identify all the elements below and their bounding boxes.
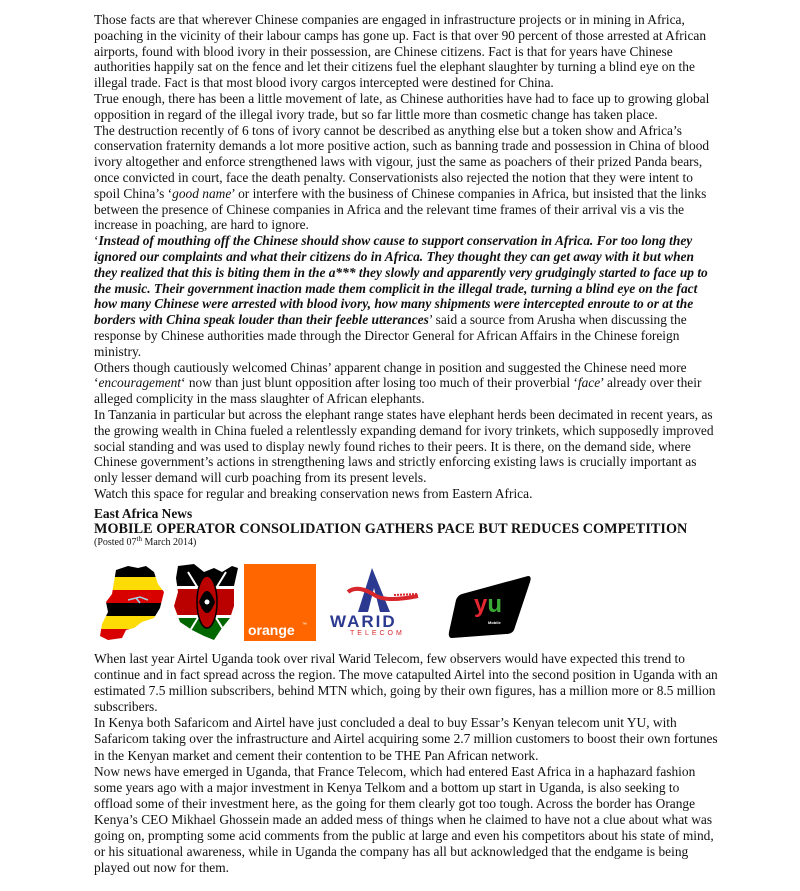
warid-subtext: TELECOM bbox=[350, 630, 405, 637]
paragraph: Those facts are that wherever Chinese companies are engaged in infrastructure projects or in mining in Africa, poaching in the vicinity of their labour camps has gone up. Fact is that over 90 percent of those arrested at African airports, found with blood ivory in their possession, are Chinese citizens. Fact is that for years have Chinese authorities happily sat on the fence and let their citizens fuel the elephant slaughter by turning a blind eye on the illegal trade. Fact is that most blood ivory cargos intercepted were destined for China. bbox=[94, 12, 707, 91]
warid-telecom-logo bbox=[328, 566, 428, 642]
kenya-flag-map-image bbox=[174, 562, 240, 642]
emphasis: encouragement bbox=[98, 375, 182, 391]
posted-prefix: (Posted 07 bbox=[94, 537, 137, 548]
text: Others though cautiously welcomed Chinas’ apparent change in position and suggested the Chinese need more ‘ bbox=[94, 359, 687, 391]
text: ‘ now than just blunt opposition after losing too much of their proverbial ‘ bbox=[181, 375, 578, 391]
orange-logo-tm: ™ bbox=[302, 622, 307, 628]
text: ‘ bbox=[94, 233, 99, 249]
orange-logo-text: orange bbox=[248, 622, 295, 638]
paragraph: Now news have emerged in Uganda, that France Telecom, which had entered East Africa in a haphazard fashion some years ago with a major investment in Kenya Telkom and a bottom up start in Uganda, is also seeking to offload some of their investment here, as the going for them clearly got too tough. Across the border has Orange Kenya’s CEO Mikhael Ghossein made an added mess of things when he claimed to have not a clue about what was going on, prompting some acid comments from the public at large and even his competitors about his state of mind, or his situational awareness, while in Uganda the company has all but acknowledged that the endgame is being played out now for them. bbox=[94, 763, 714, 876]
emphasis: face bbox=[577, 375, 601, 391]
section-label: East Africa News bbox=[94, 506, 193, 521]
headline: MOBILE OPERATOR CONSOLIDATION GATHERS PACE BUT REDUCES COMPETITION bbox=[94, 521, 688, 537]
yu-subtext: Mobile bbox=[488, 620, 501, 625]
quote-paragraph bbox=[94, 233, 719, 359]
orange-logo bbox=[244, 564, 316, 641]
posted-sup: th bbox=[136, 535, 142, 543]
paragraph: In Kenya both Safaricom and Airtel have just concluded a deal to buy Essar’s Kenyan telecom unit YU, with Safaricom taking over the infrastructure and Airtel acquiring some 2.7 million customers to boost their own fortunes in the Kenyan market and cement their contention to be THE Pan African network. bbox=[94, 715, 718, 763]
yu-text-y bbox=[474, 591, 502, 619]
warid-text: WARID bbox=[330, 612, 397, 631]
paragraph bbox=[94, 360, 719, 407]
posted-date bbox=[94, 537, 734, 549]
yu-mobile-logo bbox=[448, 574, 532, 640]
paragraph bbox=[94, 123, 719, 234]
paragraph: True enough, there has been a little movement of late, as Chinese authorities have had to face up to growing global opposition in regard of the illegal ivory trade, but so far little more than cosmetic change has taken place. bbox=[94, 90, 710, 122]
article-header bbox=[94, 506, 734, 549]
posted-suffix: March 2014) bbox=[141, 537, 197, 548]
paragraph: When last year Airtel Uganda took over rival Warid Telecom, few observers would have expected this trend to continue and in fact spread across the region. The move catapulted Airtel into the second position in Uganda with an estimated 7.5 million subscribers, behind MTN which, going by their own figures, has a million more or 8.5 million subscribers. bbox=[94, 651, 718, 715]
yu-letter-y: y bbox=[474, 591, 488, 618]
article-conservation bbox=[94, 12, 719, 502]
paragraph: In Tanzania in particular but across the elephant range states have elephant herds been decimated in recent years, as the growing wealth in China fueled a relentlessly expanding demand for ivory trinkets, which supposedly improved social standing and was used to display newly found riches to their peers. It is there, on the demand side, where Chinese government’s actions in strengthening laws and strictly enforcing existing laws is crucially important as only lesser demand will curb poaching from its present levels. bbox=[94, 406, 714, 486]
warid-a-icon bbox=[328, 566, 428, 616]
text: ’ said a source from Arusha when discussing the response by Chinese authorities made through the Director General for African Affairs in the Chinese foreign ministry. bbox=[94, 312, 687, 359]
text: ’ already over their alleged complicity in the mass slaughter of African elephants. bbox=[94, 375, 702, 407]
text: ’ or interfere with the business of Chinese companies in Africa, but insisted that the links between the presence of Chinese companies in Africa and the relevant time frames of their arrival vis a vis the increase in poaching, are hard to ignore. bbox=[94, 185, 707, 233]
logo-strip bbox=[96, 560, 536, 645]
paragraph: Watch this space for regular and breaking conservation news from Eastern Africa. bbox=[94, 485, 533, 501]
uganda-flag-map-image bbox=[98, 564, 168, 642]
article-mobile-operators bbox=[94, 651, 719, 876]
emphasis: good name bbox=[172, 185, 232, 201]
text: The destruction recently of 6 tons of ivory cannot be described as anything else but a token show and Africa’s conservation fraternity demands a lot more positive action, such as banning trade and possession in China of blood ivory altogether and enforce strengthened laws with vigour, just the same as poachers of their prized Panda bears, once convicted in court, face the death penalty. Conservationists also rejected the notion that they were intent to spoil China’s ‘ bbox=[94, 122, 710, 201]
quote: Instead of mouthing off the Chinese should show cause to support conservation in Africa. For too long they ignored our complaints and what their citizens do in Africa. They thought they can get away with it but when they realized that this is biting them in the a*** they slowly and apparently very grudgingly started to face up to the music. Their government inaction made them complicit in the illegal trade, turning a blind eye on the fact how many Chinese were arrested with blood ivory, how many shipments were intercepted enroute to or at the borders with China speak louder than their feeble utterances bbox=[94, 233, 708, 328]
yu-letter-u: u bbox=[487, 591, 503, 618]
